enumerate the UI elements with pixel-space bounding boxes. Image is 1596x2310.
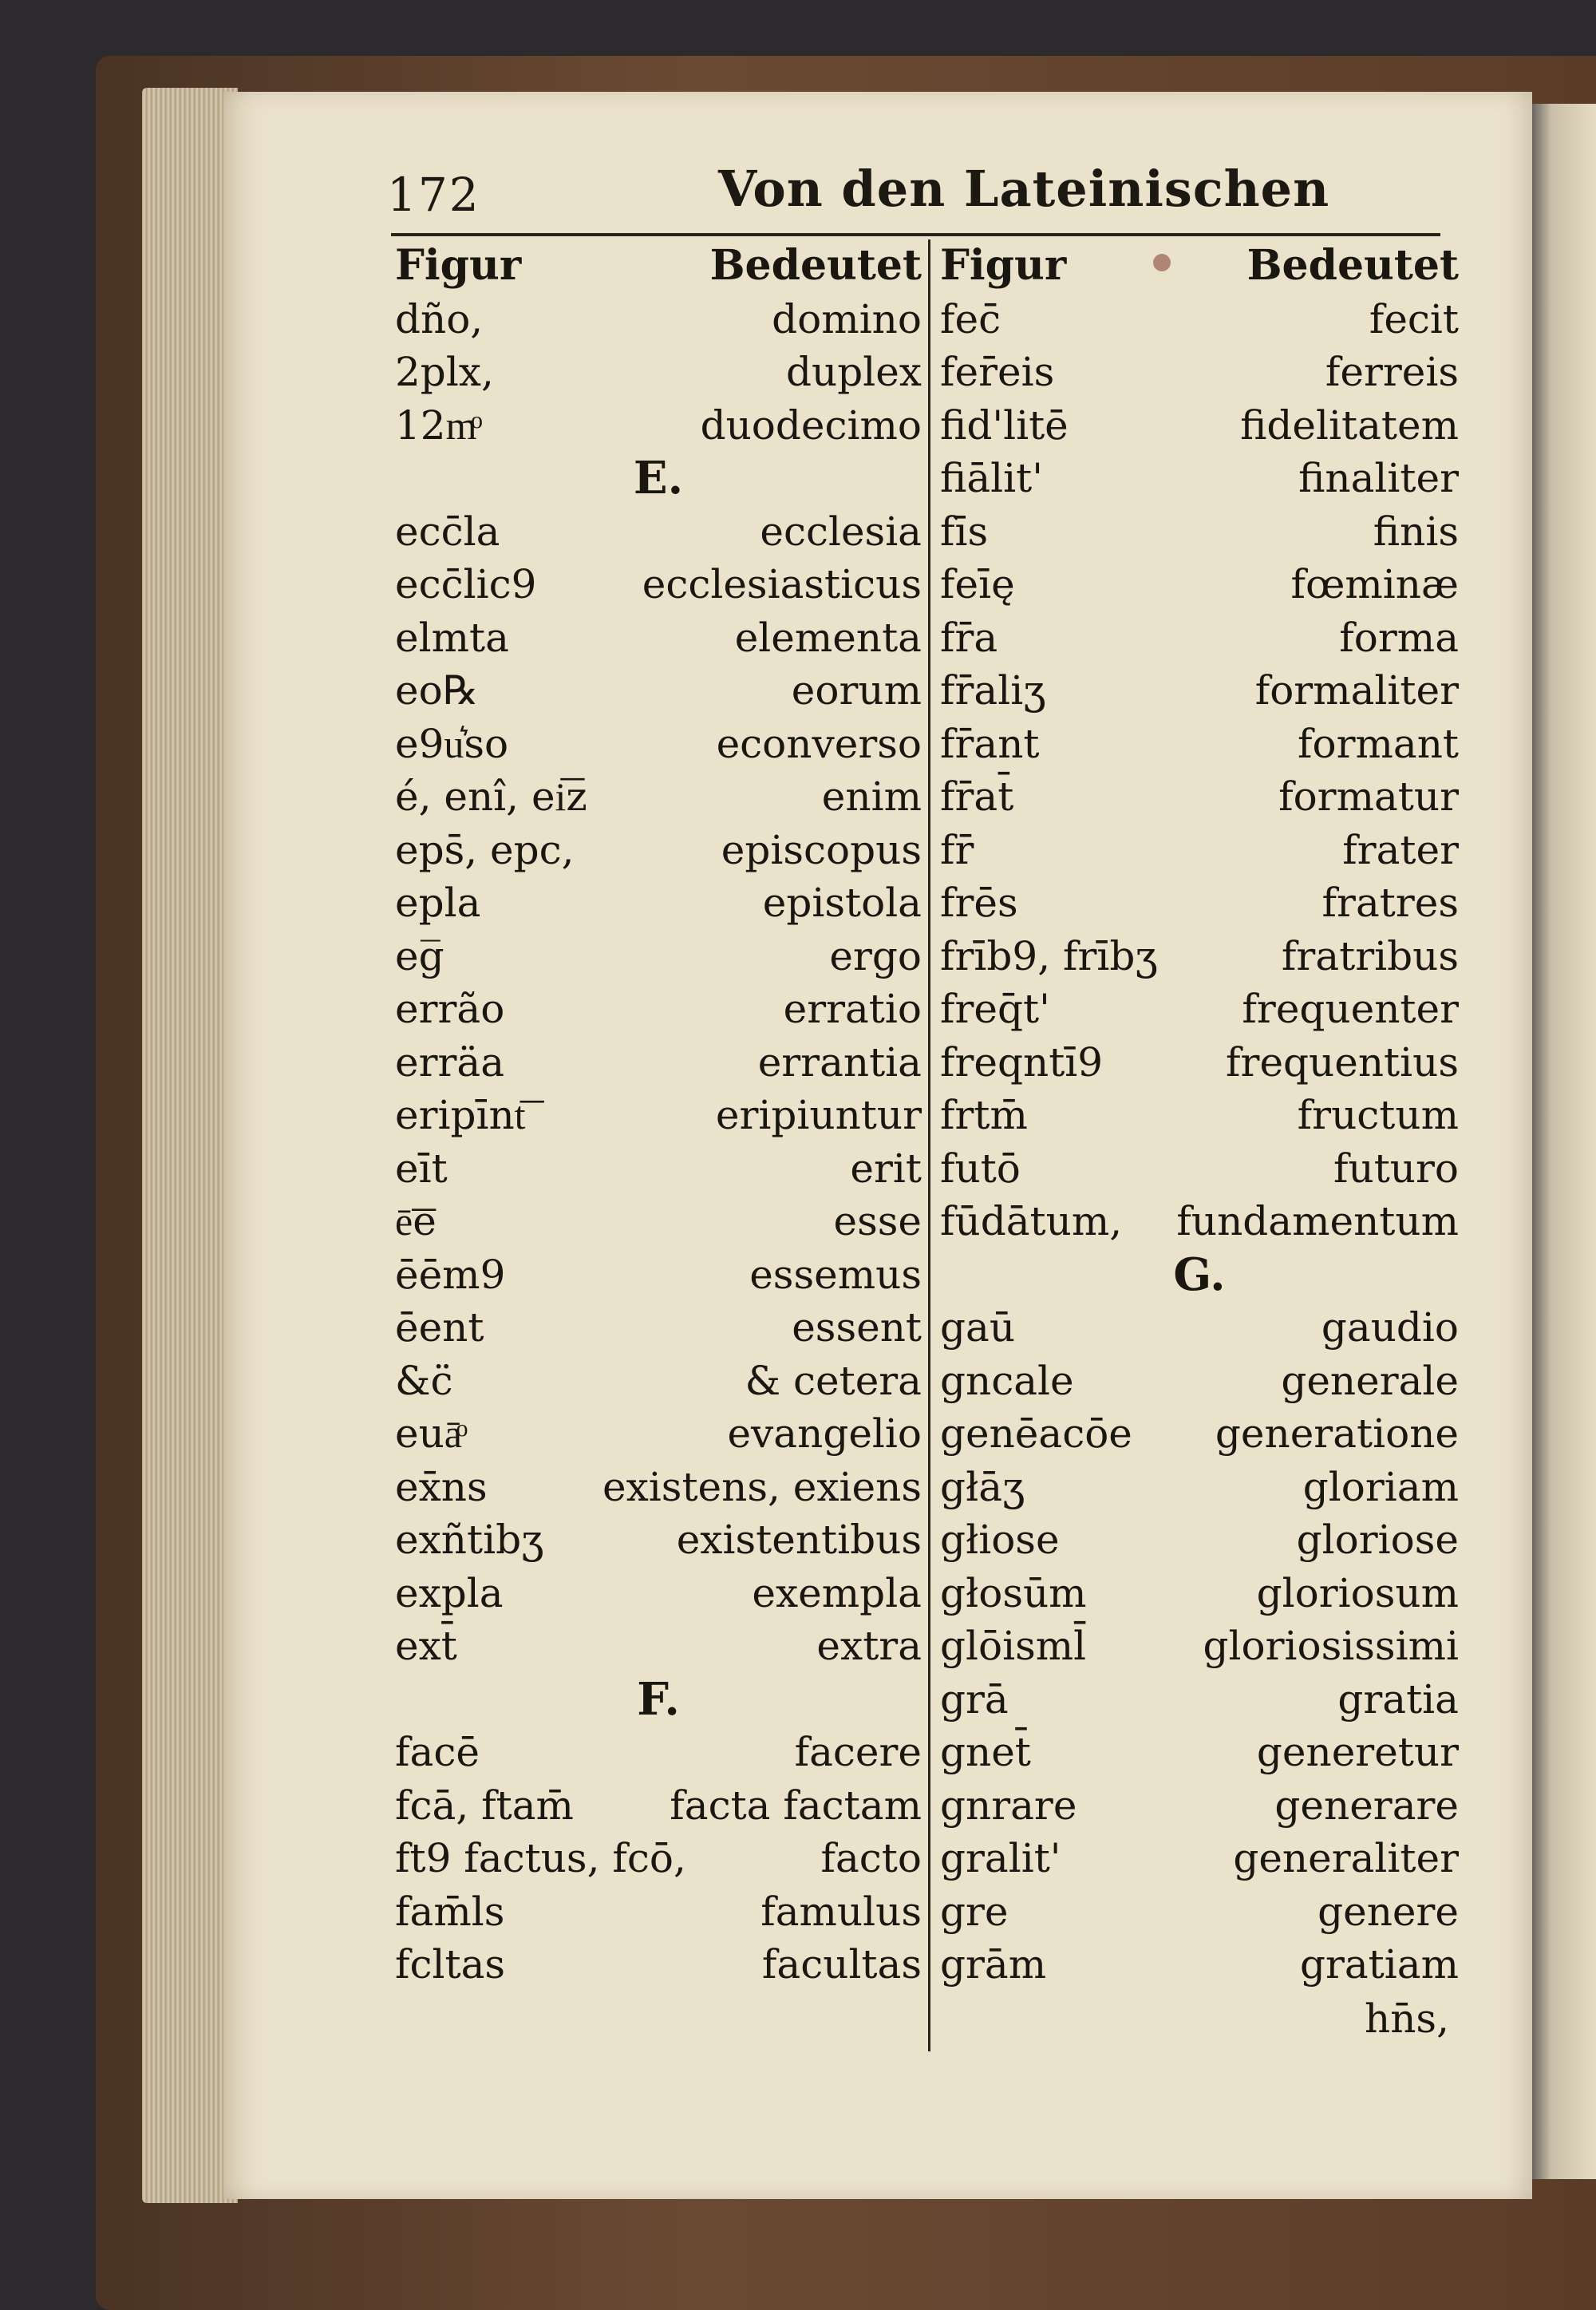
- abbreviation: fūdātum,: [940, 1198, 1123, 1244]
- meaning: fecit: [1369, 295, 1459, 342]
- meaning: errantia: [757, 1038, 922, 1086]
- meaning: duplex: [786, 349, 922, 395]
- glossary-entry: [395, 1301, 922, 1355]
- header-rule: [391, 233, 1440, 236]
- abbreviation: fr̄a: [940, 614, 998, 661]
- meaning: famulus: [760, 1888, 922, 1935]
- glossary-entry: [940, 664, 1459, 718]
- abbreviation: glōisml̄: [940, 1623, 1087, 1669]
- glossary-entry: [395, 824, 922, 877]
- abbreviation: eo℞: [395, 667, 479, 714]
- abbreviation: ext̄: [395, 1623, 457, 1669]
- meaning: facere: [794, 1729, 922, 1775]
- meaning: extra: [816, 1623, 922, 1669]
- meaning: frequentius: [1226, 1038, 1459, 1086]
- abbreviation: feīę: [940, 561, 1015, 607]
- section-letter: [940, 1248, 1459, 1302]
- meaning: epistola: [762, 880, 922, 926]
- glossary-entry: [940, 558, 1459, 611]
- abbreviation: fcltas: [395, 1941, 506, 1988]
- glossary-entry: [395, 1355, 922, 1408]
- abbreviation: E.: [633, 452, 684, 504]
- meaning: frater: [1342, 826, 1459, 873]
- column-divider: [928, 239, 930, 2051]
- abbreviation: facē: [395, 1729, 480, 1775]
- glossary-entry: [395, 1726, 922, 1779]
- meaning: ecclesiasticus: [642, 561, 922, 607]
- glossary-entry: [940, 1089, 1459, 1142]
- glossary-entry: [940, 1726, 1459, 1779]
- abbreviation: ēēm9: [395, 1251, 506, 1298]
- glossary-entry: [940, 1513, 1459, 1567]
- meaning: erit: [850, 1145, 922, 1192]
- glossary-entry: [395, 983, 922, 1036]
- meaning: gloriosum: [1256, 1569, 1459, 1616]
- glossary-entry: [395, 558, 922, 611]
- abbreviation: e9u͛so: [395, 720, 509, 767]
- glossary-entry: [395, 718, 922, 771]
- abbreviation: fcā, ftam̄: [395, 1782, 574, 1829]
- meaning: formaliter: [1254, 667, 1459, 714]
- abbreviation: freqntī9: [940, 1038, 1104, 1086]
- header-bedeutet: Bedeutet: [709, 241, 922, 290]
- catchword: hn̄s,: [1365, 1996, 1449, 2042]
- glossary-entry: [395, 1089, 922, 1142]
- abbreviation: gre: [940, 1888, 1009, 1935]
- section-letter: [395, 452, 922, 505]
- meaning: ecclesia: [760, 508, 922, 555]
- glossary-entry: [940, 1779, 1459, 1833]
- meaning: finis: [1373, 508, 1459, 555]
- meaning: fidelitatem: [1240, 401, 1459, 449]
- meaning: enim: [821, 773, 922, 820]
- header-figur: Figur: [940, 241, 1067, 290]
- abbreviation: eripīnt͞: [395, 1092, 526, 1138]
- column-header: [940, 239, 1459, 293]
- abbreviation: genēacōe: [940, 1410, 1132, 1457]
- meaning: generatione: [1215, 1410, 1459, 1457]
- abbreviation: euāͦ: [395, 1410, 462, 1457]
- abbreviation: 2plx,: [395, 349, 494, 395]
- meaning: elementa: [734, 614, 922, 661]
- abbreviation: fr̄at̄: [940, 773, 1014, 820]
- left-column: [395, 239, 922, 1992]
- glossary-entry: [395, 1885, 922, 1939]
- abbreviation: fer̄eis: [940, 349, 1055, 395]
- abbreviation: expla: [395, 1569, 504, 1616]
- abbreviation: fiālit': [940, 455, 1043, 501]
- running-title: Von den Lateinischen: [718, 160, 1330, 218]
- glossary-entry: [395, 1620, 922, 1673]
- meaning: eorum: [791, 667, 922, 714]
- glossary-entry: [940, 930, 1459, 983]
- abbreviation: frtm̄: [940, 1092, 1028, 1138]
- abbreviation: é, enî, ei͞z: [395, 773, 587, 820]
- glossary-entry: [395, 1938, 922, 1992]
- abbreviation: F.: [637, 1672, 680, 1726]
- glossary-entry: [940, 1832, 1459, 1885]
- meaning: gaudio: [1321, 1304, 1459, 1351]
- glossary-entry: [395, 664, 922, 718]
- meaning: erratio: [783, 986, 922, 1032]
- glossary-entry: [395, 1407, 922, 1461]
- section-letter: [395, 1673, 922, 1727]
- abbreviation: ex̄ns: [395, 1463, 488, 1510]
- meaning: ferreis: [1325, 349, 1459, 395]
- glossary-entry: [395, 399, 922, 453]
- abbreviation: G.: [1173, 1248, 1226, 1301]
- glossary-entry: [940, 1036, 1459, 1090]
- meaning: esse: [833, 1198, 922, 1244]
- abbreviation: ēent: [395, 1304, 484, 1351]
- header-figur: Figur: [395, 241, 522, 290]
- glossary-entry: [395, 611, 922, 665]
- abbreviation: dño,: [395, 295, 484, 342]
- meaning: facta factam: [670, 1782, 922, 1829]
- glossary-entry: [940, 876, 1459, 930]
- meaning: generare: [1274, 1782, 1459, 1829]
- glossary-entry: [395, 1195, 922, 1248]
- abbreviation: eg̅: [395, 932, 444, 979]
- meaning: & cetera: [745, 1357, 922, 1404]
- abbreviation: 12mͦ: [395, 401, 477, 449]
- meaning: generaliter: [1233, 1835, 1459, 1881]
- abbreviation: gnrare: [940, 1782, 1077, 1829]
- meaning: existentibus: [676, 1517, 922, 1563]
- abbreviation: fr̄: [940, 826, 974, 873]
- glossary-entry: [940, 718, 1459, 771]
- meaning: gloriosissimi: [1203, 1623, 1459, 1669]
- abbreviation: fr̄aliʒ: [940, 667, 1046, 714]
- meaning: forma: [1339, 614, 1459, 661]
- glossary-entry: [940, 452, 1459, 505]
- abbreviation: eīt: [395, 1145, 448, 1192]
- glossary-entry: [395, 293, 922, 346]
- meaning: existens, exiens: [602, 1463, 922, 1510]
- abbreviation: futō: [940, 1145, 1021, 1192]
- abbreviation: gralit': [940, 1835, 1061, 1881]
- glossary-entry: [940, 1567, 1459, 1620]
- meaning: generale: [1281, 1357, 1459, 1404]
- glossary-entry: [940, 824, 1459, 877]
- abbreviation: elmta: [395, 614, 509, 661]
- glossary-entry: [395, 1142, 922, 1196]
- meaning: fratribus: [1281, 932, 1459, 979]
- glossary-entry: [940, 1885, 1459, 1939]
- meaning: facto: [820, 1835, 922, 1881]
- meaning: eripiuntur: [715, 1092, 922, 1138]
- glossary-entry: [395, 930, 922, 983]
- meaning: genere: [1317, 1888, 1459, 1935]
- meaning: ergo: [829, 932, 922, 979]
- glossary-entry: [940, 1620, 1459, 1673]
- glossary-entry: [940, 983, 1459, 1036]
- meaning: frequenter: [1242, 986, 1459, 1032]
- abbreviation: &c̈: [395, 1357, 453, 1404]
- glossary-entry: [395, 770, 922, 824]
- abbreviation: fid'litē: [940, 401, 1069, 449]
- right-column: [940, 239, 1459, 1992]
- abbreviation: grām: [940, 1941, 1047, 1988]
- column-header: [395, 239, 922, 293]
- glossary-entry: [395, 346, 922, 399]
- glossary-entry: [395, 1461, 922, 1514]
- glossary-entry: [940, 770, 1459, 824]
- meaning: facultas: [761, 1941, 922, 1988]
- abbreviation: ecc̄la: [395, 508, 500, 555]
- abbreviation: exñtibʒ: [395, 1517, 544, 1563]
- meaning: futuro: [1333, 1145, 1459, 1192]
- abbreviation: errão: [395, 986, 505, 1032]
- page-number: 172: [387, 168, 480, 222]
- glossary-entry: [395, 1513, 922, 1567]
- abbreviation: eps̄, epc,: [395, 826, 575, 873]
- abbreviation: epla: [395, 880, 481, 926]
- meaning: econverso: [716, 720, 922, 767]
- abbreviation: freq̄t': [940, 986, 1050, 1032]
- meaning: gratiam: [1299, 1941, 1459, 1988]
- glossary-entry: [940, 1195, 1459, 1248]
- meaning: essent: [792, 1304, 922, 1351]
- meaning: fœminæ: [1290, 561, 1459, 607]
- glossary-entry: [395, 505, 922, 559]
- abbreviation: gnet̄: [940, 1729, 1031, 1775]
- glossary-entry: [940, 1673, 1459, 1727]
- meaning: gratia: [1337, 1675, 1459, 1723]
- meaning: finaliter: [1298, 455, 1459, 501]
- meaning: formant: [1297, 720, 1459, 767]
- glossary-entry: [940, 346, 1459, 399]
- abbreviation: gaū: [940, 1304, 1016, 1351]
- abbreviation: głosūm: [940, 1569, 1087, 1616]
- glossary-entry: [940, 1461, 1459, 1514]
- meaning: formatur: [1278, 773, 1459, 820]
- glossary-entry: [395, 1567, 922, 1620]
- glossary-entry: [395, 1832, 922, 1885]
- meaning: episcopus: [721, 826, 922, 873]
- glossary-entry: [940, 1301, 1459, 1355]
- glossary-entry: [940, 1142, 1459, 1196]
- meaning: duodecimo: [700, 401, 922, 449]
- abbreviation: fr̄ant: [940, 720, 1040, 767]
- glossary-entry: [395, 1779, 922, 1833]
- meaning: gloriam: [1302, 1463, 1459, 1510]
- glossary-entry: [395, 876, 922, 930]
- abbreviation: fec̄: [940, 295, 1001, 342]
- header-bedeutet: Bedeutet: [1246, 241, 1459, 290]
- meaning: domino: [772, 295, 922, 342]
- abbreviation: frīb9, frībʒ: [940, 932, 1158, 979]
- abbreviation: erräa: [395, 1038, 505, 1086]
- meaning: evangelio: [727, 1410, 922, 1457]
- abbreviation: gncale: [940, 1357, 1074, 1404]
- meaning: fratres: [1321, 880, 1459, 926]
- glossary-entry: [940, 399, 1459, 453]
- glossary-entry: [940, 1938, 1459, 1992]
- glossary-entry: [940, 505, 1459, 559]
- meaning: essemus: [749, 1251, 922, 1298]
- glossary-entry: [395, 1036, 922, 1090]
- abbreviation: fīs: [940, 508, 989, 555]
- glossary-entry: [940, 293, 1459, 346]
- abbreviation: ē͞e: [395, 1198, 437, 1244]
- abbreviation: ecc̄lic9: [395, 561, 537, 607]
- abbreviation: ft9 factus, fcō,: [395, 1835, 686, 1881]
- meaning: gloriose: [1296, 1517, 1459, 1563]
- glossary-entry: [395, 1248, 922, 1302]
- glossary-entry: [940, 1355, 1459, 1408]
- abbreviation: fam̄ls: [395, 1888, 505, 1935]
- meaning: generetur: [1256, 1729, 1459, 1775]
- abbreviation: głāʒ: [940, 1463, 1025, 1510]
- meaning: fundamentum: [1176, 1198, 1459, 1244]
- facing-page-edge: [1532, 104, 1596, 2179]
- abbreviation: frēs: [940, 880, 1018, 926]
- abbreviation: głiose: [940, 1517, 1060, 1563]
- meaning: fructum: [1297, 1092, 1459, 1138]
- meaning: exempla: [752, 1569, 922, 1616]
- glossary-entry: [940, 1407, 1459, 1461]
- glossary-entry: [940, 611, 1459, 665]
- abbreviation: grā: [940, 1675, 1009, 1723]
